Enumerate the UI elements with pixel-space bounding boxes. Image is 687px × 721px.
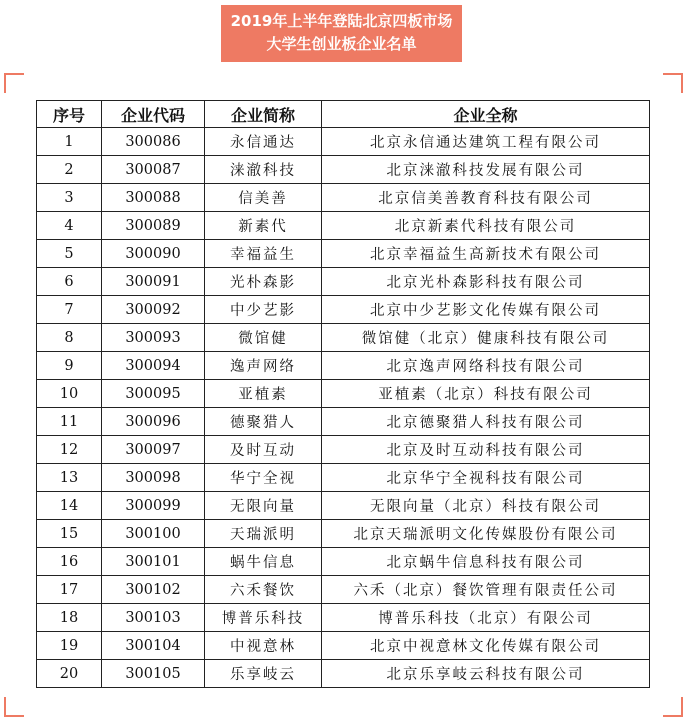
table-row <box>37 268 650 296</box>
cell-index: 17 <box>37 576 102 604</box>
cell-full-name: 微馆健（北京）健康科技有限公司 <box>322 324 650 352</box>
cell-full-name: 北京乐享岐云科技有限公司 <box>322 660 650 688</box>
cell-code: 300093 <box>102 324 205 352</box>
table-row <box>37 352 650 380</box>
cell-index: 3 <box>37 184 102 212</box>
cell-code: 300098 <box>102 464 205 492</box>
table-row <box>37 324 650 352</box>
title-banner <box>221 5 462 62</box>
cell-code: 300099 <box>102 492 205 520</box>
cell-short-name: 乐享岐云 <box>205 660 322 688</box>
cell-index: 11 <box>37 408 102 436</box>
cell-full-name: 北京幸福益生高新技术有限公司 <box>322 240 650 268</box>
cell-index: 1 <box>37 128 102 156</box>
table-row <box>37 380 650 408</box>
cell-short-name: 幸福益生 <box>205 240 322 268</box>
title-line-1: 2019年上半年登陆北京四板市场 <box>230 12 453 30</box>
cell-code: 300097 <box>102 436 205 464</box>
cell-short-name: 亚植素 <box>205 380 322 408</box>
cell-short-name: 中少艺影 <box>205 296 322 324</box>
cell-short-name: 涞澈科技 <box>205 156 322 184</box>
cell-full-name: 北京逸声网络科技有限公司 <box>322 352 650 380</box>
cell-code: 300103 <box>102 604 205 632</box>
cell-full-name: 北京中视意林文化传媒有限公司 <box>322 632 650 660</box>
cell-full-name: 北京德聚猎人科技有限公司 <box>322 408 650 436</box>
cell-short-name: 天瑞派明 <box>205 520 322 548</box>
cell-code: 300086 <box>102 128 205 156</box>
table-row <box>37 660 650 688</box>
cell-code: 300096 <box>102 408 205 436</box>
cell-full-name: 北京信美善教育科技有限公司 <box>322 184 650 212</box>
table-row <box>37 548 650 576</box>
cell-code: 300105 <box>102 660 205 688</box>
cell-index: 18 <box>37 604 102 632</box>
cell-full-name: 北京涞澈科技发展有限公司 <box>322 156 650 184</box>
cell-short-name: 光朴森影 <box>205 268 322 296</box>
table-row <box>37 128 650 156</box>
cell-full-name: 北京华宁全视科技有限公司 <box>322 464 650 492</box>
cell-short-name: 中视意林 <box>205 632 322 660</box>
header-index: 序号 <box>37 101 102 128</box>
cell-index: 7 <box>37 296 102 324</box>
table-row <box>37 156 650 184</box>
frame-corner-top-left <box>4 73 24 93</box>
table-row <box>37 632 650 660</box>
header-full-name: 企业全称 <box>322 101 650 128</box>
cell-index: 4 <box>37 212 102 240</box>
cell-short-name: 蜗牛信息 <box>205 548 322 576</box>
table-row <box>37 296 650 324</box>
table-row <box>37 520 650 548</box>
cell-index: 19 <box>37 632 102 660</box>
cell-full-name: 北京中少艺影文化传媒有限公司 <box>322 296 650 324</box>
cell-short-name: 微馆健 <box>205 324 322 352</box>
table-row <box>37 464 650 492</box>
table-row <box>37 436 650 464</box>
company-table <box>36 100 650 688</box>
cell-short-name: 华宁全视 <box>205 464 322 492</box>
cell-index: 6 <box>37 268 102 296</box>
cell-code: 300102 <box>102 576 205 604</box>
cell-code: 300091 <box>102 268 205 296</box>
frame-corner-bottom-right <box>663 697 683 717</box>
table-row <box>37 408 650 436</box>
cell-short-name: 逸声网络 <box>205 352 322 380</box>
cell-index: 8 <box>37 324 102 352</box>
cell-index: 9 <box>37 352 102 380</box>
cell-index: 5 <box>37 240 102 268</box>
cell-index: 15 <box>37 520 102 548</box>
cell-short-name: 无限向量 <box>205 492 322 520</box>
table-header-row <box>37 101 650 128</box>
table-row <box>37 240 650 268</box>
cell-full-name: 北京天瑞派明文化传媒股份有限公司 <box>322 520 650 548</box>
table-row <box>37 184 650 212</box>
header-code: 企业代码 <box>102 101 205 128</box>
cell-code: 300094 <box>102 352 205 380</box>
cell-short-name: 信美善 <box>205 184 322 212</box>
cell-full-name: 北京及时互动科技有限公司 <box>322 436 650 464</box>
cell-short-name: 永信通达 <box>205 128 322 156</box>
table-row <box>37 492 650 520</box>
cell-index: 14 <box>37 492 102 520</box>
title-line-2: 大学生创业板企业名单 <box>266 35 417 53</box>
cell-short-name: 博普乐科技 <box>205 604 322 632</box>
frame-corner-top-right <box>663 73 683 93</box>
cell-code: 300089 <box>102 212 205 240</box>
cell-index: 13 <box>37 464 102 492</box>
cell-code: 300101 <box>102 548 205 576</box>
table-row <box>37 604 650 632</box>
cell-code: 300087 <box>102 156 205 184</box>
cell-full-name: 北京永信通达建筑工程有限公司 <box>322 128 650 156</box>
cell-code: 300095 <box>102 380 205 408</box>
header-short-name: 企业简称 <box>205 101 322 128</box>
cell-code: 300104 <box>102 632 205 660</box>
table-body <box>37 128 650 688</box>
table-row <box>37 576 650 604</box>
cell-index: 10 <box>37 380 102 408</box>
cell-code: 300092 <box>102 296 205 324</box>
cell-short-name: 六禾餐饮 <box>205 576 322 604</box>
cell-full-name: 无限向量（北京）科技有限公司 <box>322 492 650 520</box>
cell-code: 300100 <box>102 520 205 548</box>
cell-full-name: 六禾（北京）餐饮管理有限责任公司 <box>322 576 650 604</box>
cell-full-name: 北京光朴森影科技有限公司 <box>322 268 650 296</box>
cell-short-name: 新素代 <box>205 212 322 240</box>
cell-full-name: 博普乐科技（北京）有限公司 <box>322 604 650 632</box>
cell-index: 12 <box>37 436 102 464</box>
cell-full-name: 北京新素代科技有限公司 <box>322 212 650 240</box>
cell-full-name: 北京蜗牛信息科技有限公司 <box>322 548 650 576</box>
cell-index: 16 <box>37 548 102 576</box>
cell-short-name: 德聚猎人 <box>205 408 322 436</box>
cell-index: 2 <box>37 156 102 184</box>
cell-short-name: 及时互动 <box>205 436 322 464</box>
cell-code: 300090 <box>102 240 205 268</box>
table-row <box>37 212 650 240</box>
cell-index: 20 <box>37 660 102 688</box>
frame-corner-bottom-left <box>4 697 24 717</box>
cell-full-name: 亚植素（北京）科技有限公司 <box>322 380 650 408</box>
cell-code: 300088 <box>102 184 205 212</box>
